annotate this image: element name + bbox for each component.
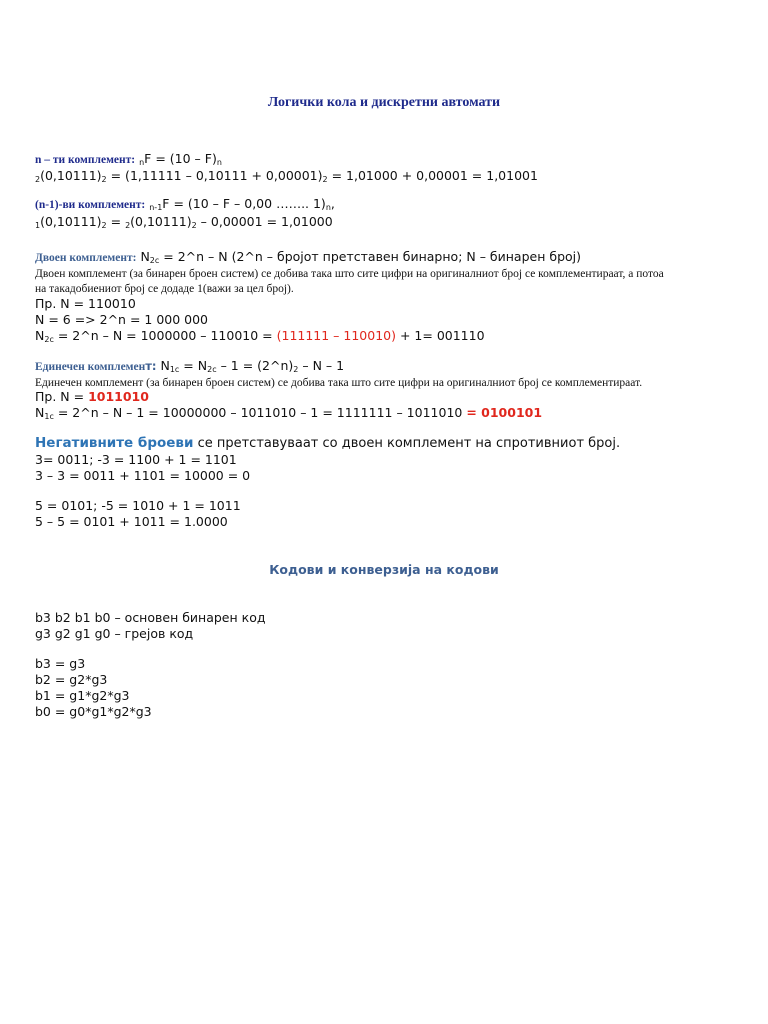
subscript: 2 (125, 221, 131, 230)
code-line: b3 b2 b1 b0 – основен бинарен код (35, 610, 266, 625)
subscript: 1 (35, 221, 41, 230)
code-line: b0 = g0*g1*g2*g3 (35, 704, 152, 719)
expr-text: N (35, 328, 45, 343)
ones-complement-definition (35, 358, 344, 375)
n-complement-formula: F = (10 – F) (144, 151, 217, 166)
expr-text: = 1,01000 + 0,00001 = 1,01001 (327, 168, 538, 183)
expr-text: = (106, 214, 126, 229)
subscript: n (325, 203, 331, 212)
subscript: n-1 (149, 203, 163, 212)
n1-complement-example (35, 214, 333, 230)
ones-complement-label (35, 361, 157, 373)
expr-text: = 2^n – N – 1 = 10000000 – 1011010 – 1 = 1111111 – 1011010 (53, 405, 467, 420)
code-line: b3 = g3 (35, 656, 86, 671)
expr-text: = (1,11111 – 0,10111 + 0,00001) (106, 168, 323, 183)
expr-text: – N – 1 (298, 358, 345, 373)
n-complement-label: n – ти комплемент: (35, 154, 136, 166)
expr-text: (0,10111) (40, 214, 102, 229)
highlighted-result: = 0100101 (466, 405, 543, 420)
negative-example-line: 5 = 0101; -5 = 1010 + 1 = 1011 (35, 498, 241, 513)
label-part: Единечен комплемен (35, 361, 146, 373)
ones-example-1 (35, 389, 149, 405)
expr-text: N (156, 358, 170, 373)
ones-complement-description: Единечен комплемент (за бинарен броен систем) се добива така што сите цифри на оригиналниот број се комплементираат. (35, 377, 643, 389)
subscript: 2 (101, 221, 107, 230)
twos-complement-definition (35, 249, 581, 266)
negative-example-line: 3 – 3 = 0011 + 1101 = 10000 = 0 (35, 468, 251, 483)
code-line: b2 = g2*g3 (35, 672, 108, 687)
ones-example-2 (35, 405, 542, 421)
subscript: n (216, 158, 222, 167)
page-title: Логички кола и дискретни автомати (267, 95, 501, 110)
code-line: b1 = g1*g2*g3 (35, 688, 130, 703)
n1-complement-formula: F = (10 – F – 0,00 …….. 1) (162, 196, 326, 211)
twos-example-3 (35, 328, 485, 344)
expr-text: – 1 = (2^n) (216, 358, 294, 373)
highlighted-value: 1011010 (88, 389, 149, 404)
negative-numbers-text: се претставуваат со двоен комплемент на спротивниот број. (193, 436, 621, 451)
expr-text: (0,10111) (40, 168, 102, 183)
code-line: g3 g2 g1 g0 – грејов код (35, 626, 194, 641)
subscript: 2c (149, 256, 160, 265)
subscript: 2 (101, 175, 107, 184)
subscript: 1c (169, 365, 180, 374)
negative-example-line: 5 – 5 = 0101 + 1011 = 1.0000 (35, 514, 228, 529)
twos-complement-description-1: Двоен комплемент (за бинарен броен систем) се добива така што сите цифри на оригиналниот број се комплементираат, а потоа (35, 268, 664, 280)
expr-text: N (136, 249, 150, 264)
n-complement-definition (35, 151, 222, 168)
expr-text: = 2^n – N (2^n – бројот претставен бинарно; N – бинарен број) (159, 249, 582, 264)
expr-text: (0,10111) (130, 214, 192, 229)
expr-text: N (35, 405, 45, 420)
subscript: 2 (35, 175, 41, 184)
n-complement-example (35, 168, 538, 184)
negative-example-line: 3= 0011; -3 = 1100 + 1 = 1101 (35, 452, 237, 467)
expr-text: Пр. N = (35, 389, 89, 404)
subscript: 2c (44, 335, 54, 344)
expr-text: = N (179, 358, 208, 373)
expr-text: = 2^n – N = 1000000 – 110010 = (53, 328, 277, 343)
subscript: 2c (207, 365, 217, 374)
n1-complement-definition (35, 196, 335, 213)
expr-text: – 0,00001 = 1,01000 (196, 214, 333, 229)
negative-numbers-label: Негативните броеви (35, 435, 194, 451)
twos-complement-label: Двоен комплемент: (35, 252, 137, 264)
subscript: 2 (191, 221, 197, 230)
twos-example-2: N = 6 => 2^n = 1 000 000 (35, 312, 209, 327)
section-title-codes: Кодови и конверзија на кодови (269, 562, 499, 577)
n1-complement-label: (n-1)-ви комплемент: (35, 199, 146, 211)
subscript: n (139, 158, 145, 167)
subscript: 2 (293, 365, 299, 374)
twos-example-1: Пр. N = 110010 (35, 296, 136, 311)
twos-complement-description-2: на такадобиениот број се додаде 1(важи за цел број). (35, 283, 294, 295)
subscript: 2 (322, 175, 328, 184)
subscript: 1c (44, 412, 54, 421)
highlighted-expression: (111111 – 110010) (276, 328, 396, 343)
expr-text: + 1= 001110 (396, 328, 485, 343)
expr-text: , (330, 196, 335, 211)
label-part: т: (145, 359, 157, 373)
negative-numbers-definition (35, 435, 620, 452)
